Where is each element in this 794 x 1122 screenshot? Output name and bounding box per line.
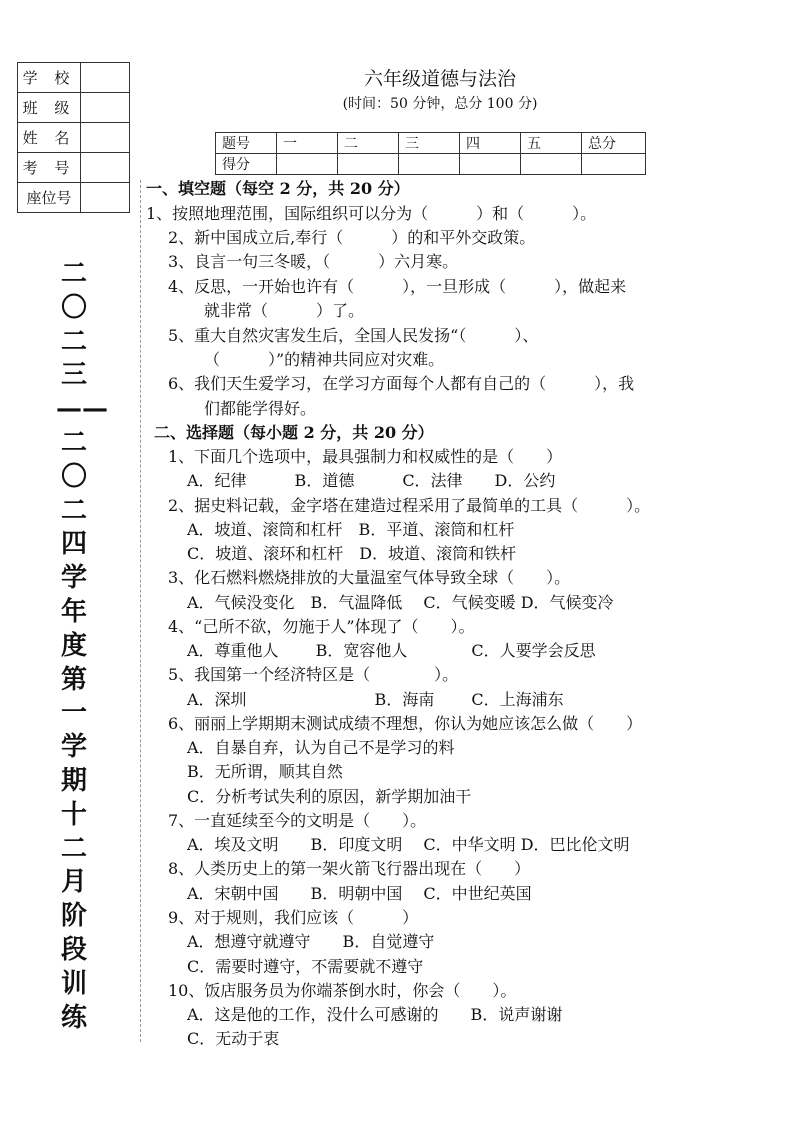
- question-line: 2、据史料记载，金字塔在建造过程采用了最简单的工具（ ）。: [168, 496, 651, 515]
- info-label-class: 班 级: [18, 93, 81, 123]
- score-header-cell: 二: [338, 133, 399, 154]
- question-line: 就非常（ ）了。: [204, 301, 365, 320]
- page-subtitle: (时间：50 分钟，总分 100 分): [342, 96, 538, 112]
- info-label-seat-number: 座位号: [18, 183, 81, 213]
- score-table-header-row: [216, 133, 646, 154]
- question-line: 1、按照地理范围，国际组织可以分为（ ）和（ ）。: [146, 204, 597, 223]
- info-field-school[interactable]: [81, 63, 130, 93]
- info-label-name: 姓 名: [18, 123, 81, 153]
- option-line: A．这是他的工作，没什么可感谢的 B．说声谢谢: [187, 1005, 563, 1024]
- question-line: 3、良言一句三冬暖，（ ）六月寒。: [168, 252, 459, 271]
- option-line: A．宋朝中国 B．明朝中国 C．中世纪英国: [187, 884, 532, 903]
- question-line: 6、丽丽上学期期末测试成绩不理想，你认为她应该怎么做（ ）: [168, 714, 643, 733]
- score-table: [215, 132, 646, 175]
- vertical-exam-title: 二〇二三——二〇二四学年度第一学期十二月阶段训练: [56, 259, 108, 1033]
- section2-heading: 二、选择题（每小题 2 分，共 20 分）: [154, 423, 434, 442]
- score-cell[interactable]: [460, 154, 521, 175]
- question-line: 8、人类历史上的第一架火箭飞行器出现在（ ）: [168, 859, 531, 878]
- section1-heading: 一、填空题（每空 2 分，共 20 分）: [146, 179, 410, 198]
- question-line: 10、饭店服务员为你端茶倒水时，你会（ ）。: [168, 981, 517, 1000]
- option-line: C．分析考试失利的原因，新学期加油干: [187, 787, 472, 806]
- info-label-school: 学 校: [18, 63, 81, 93]
- score-cell[interactable]: [582, 154, 646, 175]
- score-header-cell: 一: [277, 133, 338, 154]
- score-header-cell: 总分: [582, 133, 646, 154]
- option-line: A．气候没变化 B．气温降低 C．气候变暖 D．气候变冷: [187, 593, 614, 612]
- score-row-label: 得分: [216, 154, 277, 175]
- score-cell[interactable]: [521, 154, 582, 175]
- question-line: 4、“己所不欲，勿施于人”体现了（ ）。: [168, 617, 475, 636]
- info-field-seat-number[interactable]: [81, 183, 130, 213]
- option-line: C．坡道、滚环和杠杆 D．坡道、滚筒和铁杆: [187, 544, 517, 563]
- option-line: A．埃及文明 B．印度文明 C．中华文明 D．巴比伦文明: [187, 835, 630, 854]
- question-line: 3、化石燃料燃烧排放的大量温室气体导致全球（ ）。: [168, 568, 571, 587]
- student-info-table: [17, 62, 130, 213]
- question-line: 1、下面几个选项中，最具强制力和权威性的是（ ）: [168, 447, 563, 466]
- question-line: 4、反思，一开始也许有（ ），一旦形成（ ），做起来: [168, 277, 627, 296]
- score-header-cell: 题号: [216, 133, 277, 154]
- score-cell[interactable]: [277, 154, 338, 175]
- score-header-cell: 三: [399, 133, 460, 154]
- option-line: A．纪律 B．道德 C．法律 D．公约: [187, 471, 556, 490]
- question-line: 9、对于规则，我们应该（ ）: [168, 908, 419, 927]
- score-header-cell: 四: [460, 133, 521, 154]
- question-line: 5、我国第一个经济特区是（ ）。: [168, 665, 459, 684]
- option-line: A．想遵守就遵守 B．自觉遵守: [187, 932, 435, 951]
- score-cell[interactable]: [399, 154, 460, 175]
- score-table-score-row: [216, 154, 646, 175]
- question-line: （ ）”的精神共同应对灾难。: [204, 350, 445, 369]
- info-field-class[interactable]: [81, 93, 130, 123]
- info-field-name[interactable]: [81, 123, 130, 153]
- info-field-exam-number[interactable]: [81, 153, 130, 183]
- option-line: A．尊重他人 B．宽容他人 C．人要学会反思: [187, 641, 596, 660]
- score-header-cell: 五: [521, 133, 582, 154]
- score-cell[interactable]: [338, 154, 399, 175]
- option-line: B．无所谓，顺其自然: [187, 762, 343, 781]
- page-title: 六年级道德与法治: [363, 68, 516, 90]
- question-line: 5、重大自然灾害发生后，全国人民发扬“（ ）、: [168, 326, 539, 345]
- option-line: A．坡道、滚筒和杠杆 B．平道、滚筒和杠杆: [187, 520, 515, 539]
- question-line: 7、一直延续至今的文明是（ ）。: [168, 811, 427, 830]
- question-line: 2、新中国成立后,奉行（ ）的和平外交政策。: [168, 228, 536, 247]
- option-line: C．无动于衷: [187, 1029, 280, 1048]
- question-line: 6、我们天生爱学习，在学习方面每个人都有自己的（ ），我: [168, 374, 635, 393]
- option-line: A．深圳 B．海南 C．上海浦东: [187, 690, 564, 709]
- option-line: A．自暴自弃，认为自己不是学习的料: [187, 738, 455, 757]
- option-line: C．需要时遵守，不需要就不遵守: [187, 957, 424, 976]
- info-label-exam-number: 考 号: [18, 153, 81, 183]
- binding-divider: [140, 180, 141, 1042]
- question-line: 们都能学得好。: [204, 399, 317, 418]
